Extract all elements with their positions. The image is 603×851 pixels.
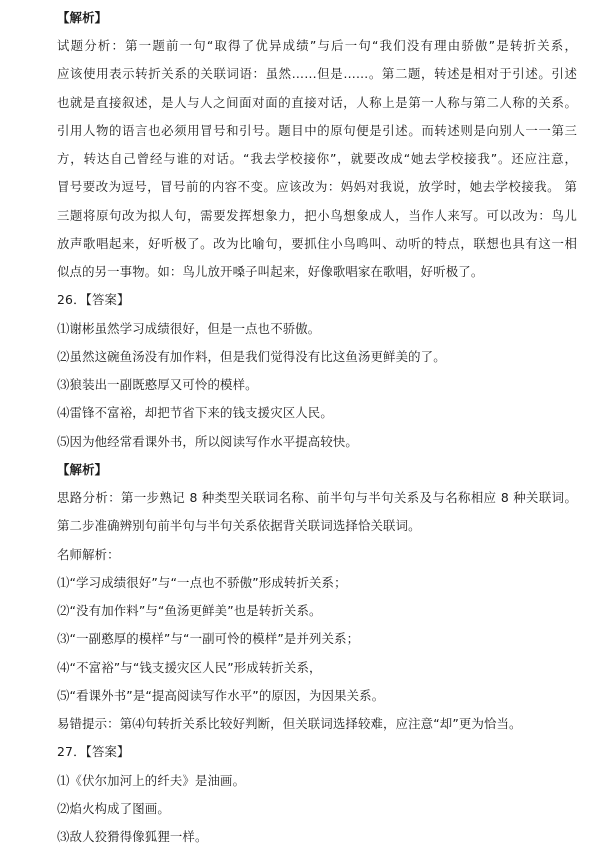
text-line: ⑶敌人狡猾得像狐狸一样。	[57, 829, 208, 844]
text-line: 应该使用表示转折关系的关联词语：虽然……但是……。第二题，转述是相对于引述。引述	[57, 66, 577, 81]
text-line: 第二步准确辨别句前半句与半句关系依据背关联词选择恰关联词。	[57, 518, 421, 533]
text-line: ⑵焰火构成了图画。	[57, 801, 170, 816]
text-line: ⑴《伏尔加河上的纤夫》是油画。	[57, 773, 246, 788]
text-line: ⑷“不富裕”与“钱支援灾区人民”形成转折关系，	[57, 660, 322, 675]
text-line: ⑵虽然这碗鱼汤没有加作料，但是我们觉得没有比这鱼汤更鲜美的了。	[57, 349, 446, 364]
text-line: 思路分析：第一步熟记 8 种类型关联词名称、前半句与半句关系及与名称相应 8 种关联词。	[57, 490, 577, 505]
text-line: 试题分析：第一题前一句“取得了优异成绩”与后一句“我们没有理由骄傲”是转折关系，	[57, 38, 577, 53]
text-line: 似点的另一事物。如：鸟儿放开嗓子叫起来，好像歌唱家在歌唱，好听极了。	[57, 264, 484, 279]
text-line: 名师解析：	[57, 547, 120, 562]
text-line: 冒号要改为逗号，冒号前的内容不变。应该改为：妈妈对我说，放学时，她去学校接我。 第	[57, 179, 577, 194]
text-line: ⑸因为他经常看课外书，所以阅读写作水平提高较快。	[57, 434, 358, 449]
text-line: ⑶“一副憨厚的模样”与“一副可怜的模样”是并列关系；	[57, 631, 360, 646]
text-line: 【解析】	[57, 10, 108, 25]
text-line: ⑵“没有加作料”与“鱼汤更鲜美”也是转折关系。	[57, 603, 322, 618]
text-line: 27．【答案】	[57, 744, 130, 759]
text-line: 放声歌唱起来，好听极了。改为比喻句，要抓住小鸟鸣叫、动听的特点，联想也具有这一相	[57, 236, 577, 251]
text-line: 也就是直接叙述，是人与人之间面对面的直接对话，人称上是第一人称与第二人称的关系。	[57, 95, 577, 110]
text-line: 三题将原句改为拟人句，需要发挥想象力，把小鸟想象成人，当作人来写。可以改为：鸟儿	[57, 208, 577, 223]
text-line: ⑷雷锋不富裕，却把节省下来的钱支援灾区人民。	[57, 405, 333, 420]
text-line: ⑴“学习成绩很好”与“一点也不骄傲”形成转折关系；	[57, 575, 347, 590]
text-line: ⑴谢彬虽然学习成绩很好，但是一点也不骄傲。	[57, 321, 321, 336]
text-line: ⑸“看课外书”是“提高阅读写作水平”的原因，为因果关系。	[57, 688, 385, 703]
text-line: 方，转达自己曾经与谁的对话。“我去学校接你”，就要改成“她去学校接我”。还应注意，	[57, 151, 577, 166]
text-line: 易错提示：第⑷句转折关系比较好判断，但关联词选择较难，应注意“却”更为恰当。	[57, 716, 522, 731]
text-line: 引用人物的语言也必须用冒号和引号。题目中的原句便是引述。而转述则是向别人一一第三	[57, 123, 577, 138]
text-line: 【解析】	[57, 462, 108, 477]
text-line: 26．【答案】	[57, 292, 130, 307]
text-line: ⑶狼装出一副既憨厚又可怜的模样。	[57, 377, 258, 392]
